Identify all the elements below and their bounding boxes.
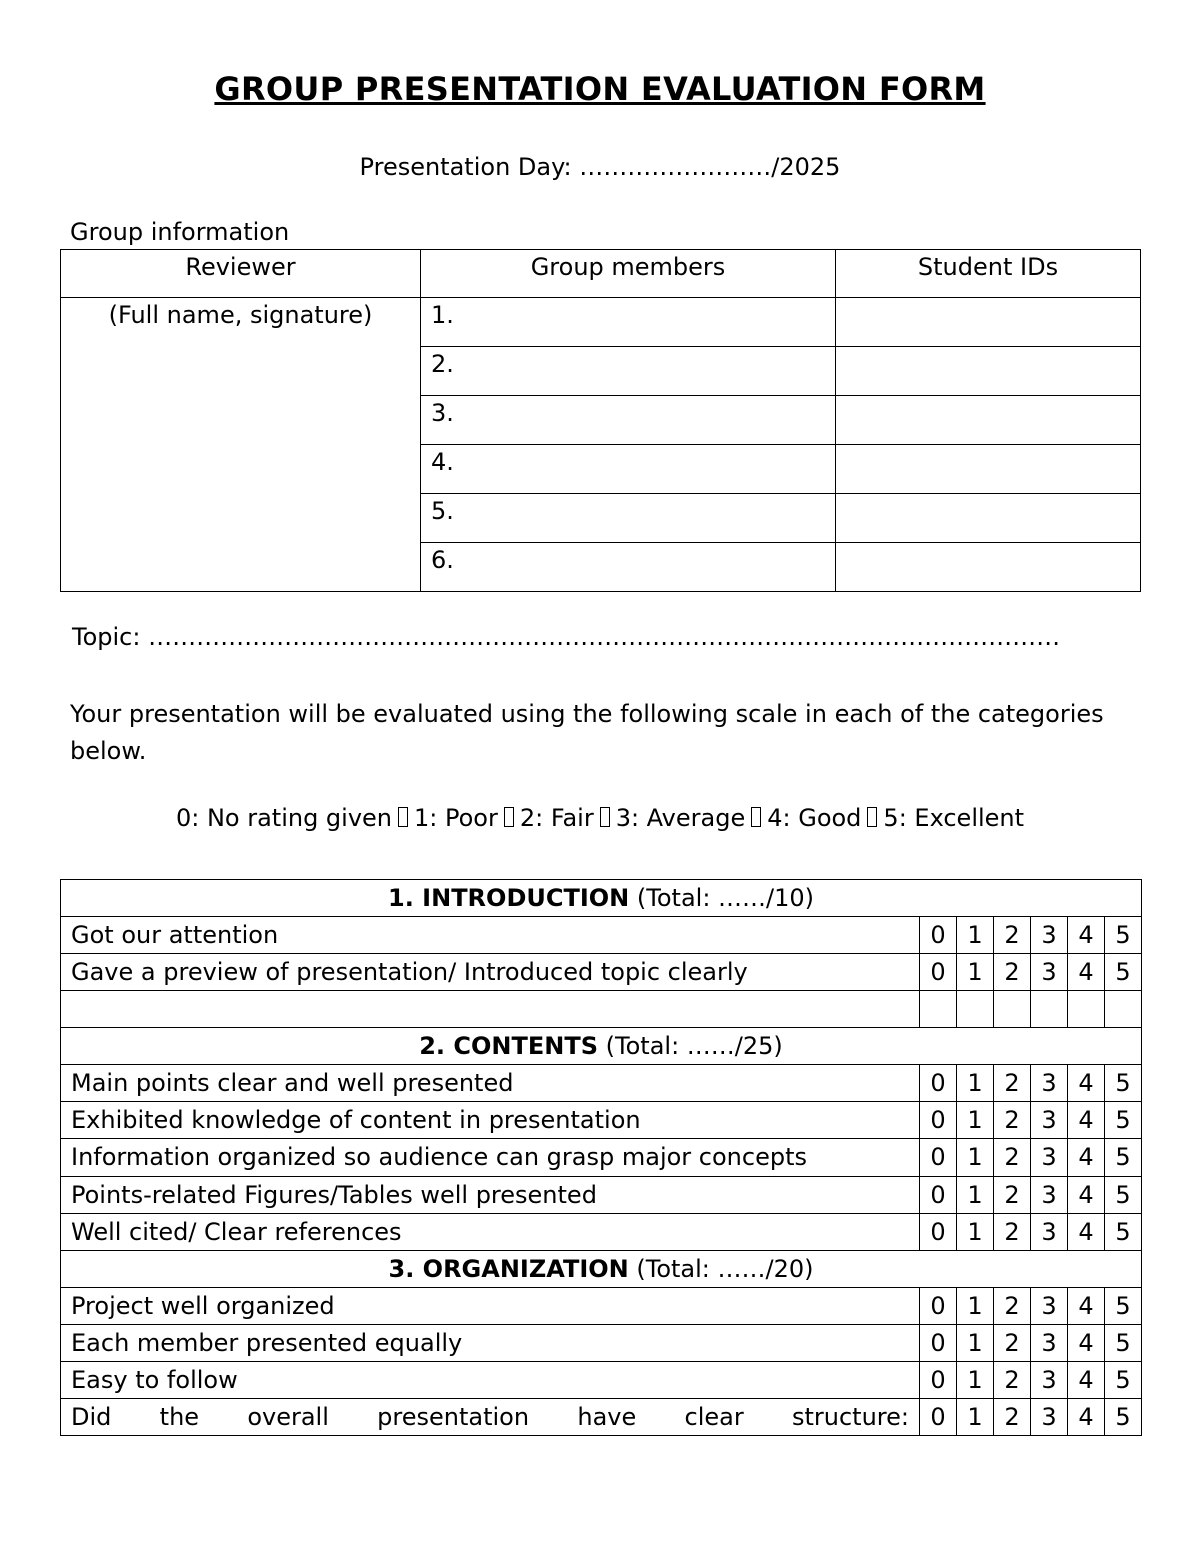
score-option-0[interactable]: 0 (920, 1362, 957, 1399)
score-option-1[interactable]: 1 (957, 1102, 994, 1139)
score-option-0[interactable]: 0 (920, 1177, 957, 1214)
score-option-4[interactable]: 4 (1068, 1325, 1105, 1362)
criterion-label: Project well organized (61, 1288, 920, 1325)
score-option-1[interactable]: 1 (957, 1177, 994, 1214)
rating-scale (0, 804, 1200, 832)
blank-cell (957, 991, 994, 1028)
score-option-2[interactable]: 2 (994, 1102, 1031, 1139)
score-option-5[interactable]: 5 (1105, 1065, 1142, 1102)
scale-item: 4: Good (767, 804, 862, 832)
criterion-label: Main points clear and well presented (61, 1065, 920, 1102)
score-option-5[interactable]: 5 (1105, 917, 1142, 954)
score-option-1[interactable]: 1 (957, 1399, 994, 1436)
score-option-0[interactable]: 0 (920, 1288, 957, 1325)
section-heading: 3. ORGANIZATION (388, 1255, 629, 1283)
score-option-2[interactable]: 2 (994, 1214, 1031, 1251)
evaluation-instruction: Your presentation will be evaluated using the following scale in each of the categories below. (70, 700, 1104, 765)
student-ids-header: Student IDs (836, 250, 1141, 298)
criterion-label: Each member presented equally (61, 1325, 920, 1362)
score-option-0[interactable]: 0 (920, 1214, 957, 1251)
criterion-label: Information organized so audience can grasp major concepts (61, 1139, 920, 1177)
score-option-4[interactable]: 4 (1068, 954, 1105, 991)
separator-box-icon (398, 807, 408, 827)
criterion-row (61, 1139, 1142, 1177)
score-option-5[interactable]: 5 (1105, 1139, 1142, 1177)
criterion-row (61, 1325, 1142, 1362)
score-option-2[interactable]: 2 (994, 1362, 1031, 1399)
section-total[interactable]: (Total: ……/10) (636, 884, 815, 912)
score-option-1[interactable]: 1 (957, 954, 994, 991)
student-id-cell[interactable] (836, 445, 1141, 494)
score-option-5[interactable]: 5 (1105, 1177, 1142, 1214)
score-option-4[interactable]: 4 (1068, 1177, 1105, 1214)
section-header (61, 1251, 1142, 1288)
score-option-3[interactable]: 3 (1031, 1177, 1068, 1214)
member-name-cell[interactable]: 3. (421, 396, 836, 445)
group-information-table (60, 249, 1141, 592)
blank-cell (920, 991, 957, 1028)
criterion-row (61, 1065, 1142, 1102)
blank-cell (1105, 991, 1142, 1028)
scale-item: 0: No rating given (175, 804, 393, 832)
score-option-3[interactable]: 3 (1031, 1139, 1068, 1177)
score-option-0[interactable]: 0 (920, 1065, 957, 1102)
member-name-cell[interactable]: 2. (421, 347, 836, 396)
score-option-0[interactable]: 0 (920, 1102, 957, 1139)
score-option-5[interactable]: 5 (1105, 1102, 1142, 1139)
criterion-label: Easy to follow (61, 1362, 920, 1399)
blank-cell (1068, 991, 1105, 1028)
student-id-cell[interactable] (836, 494, 1141, 543)
score-option-3[interactable]: 3 (1031, 1288, 1068, 1325)
score-option-5[interactable]: 5 (1105, 1214, 1142, 1251)
student-id-cell[interactable] (836, 347, 1141, 396)
criterion-label: Well cited/ Clear references (61, 1214, 920, 1251)
score-option-3[interactable]: 3 (1031, 1102, 1068, 1139)
blank-row (61, 991, 1142, 1028)
score-option-4[interactable]: 4 (1068, 1139, 1105, 1177)
member-name-cell[interactable]: 6. (421, 543, 836, 592)
scale-item: 2: Fair (519, 804, 594, 832)
student-id-cell[interactable] (836, 298, 1141, 347)
section-header (61, 880, 1142, 917)
separator-box-icon (600, 807, 610, 827)
presentation-day-field[interactable]: Presentation Day: ……………………/2025 (359, 153, 841, 181)
member-name-cell[interactable]: 5. (421, 494, 836, 543)
blank-cell (994, 991, 1031, 1028)
reviewer-header: Reviewer (61, 250, 421, 298)
score-option-0[interactable]: 0 (920, 1399, 957, 1436)
criterion-row (61, 1399, 1142, 1436)
group-members-header: Group members (421, 250, 836, 298)
criterion-row (61, 1102, 1142, 1139)
reviewer-cell[interactable] (61, 298, 421, 592)
score-option-2[interactable]: 2 (994, 917, 1031, 954)
score-option-1[interactable]: 1 (957, 1288, 994, 1325)
score-option-2[interactable]: 2 (994, 1325, 1031, 1362)
score-option-0[interactable]: 0 (920, 1325, 957, 1362)
score-option-2[interactable]: 2 (994, 1288, 1031, 1325)
score-option-5[interactable]: 5 (1105, 954, 1142, 991)
separator-box-icon (867, 807, 877, 827)
section-header (61, 1028, 1142, 1065)
score-option-5[interactable]: 5 (1105, 1288, 1142, 1325)
scale-item: 5: Excellent (883, 804, 1025, 832)
criterion-row (61, 1214, 1142, 1251)
score-option-3[interactable]: 3 (1031, 954, 1068, 991)
criterion-label: Did the overall presentation have clear structure: (61, 1399, 920, 1436)
score-option-1[interactable]: 1 (957, 1325, 994, 1362)
evaluation-table (60, 879, 1142, 1436)
score-option-1[interactable]: 1 (957, 1214, 994, 1251)
score-option-4[interactable]: 4 (1068, 1362, 1105, 1399)
criterion-row (61, 917, 1142, 954)
score-option-4[interactable]: 4 (1068, 1399, 1105, 1436)
criterion-row (61, 954, 1142, 991)
score-option-4[interactable]: 4 (1068, 1288, 1105, 1325)
score-option-2[interactable]: 2 (994, 1065, 1031, 1102)
score-option-3[interactable]: 3 (1031, 917, 1068, 954)
criterion-label: Got our attention (61, 917, 920, 954)
score-option-4[interactable]: 4 (1068, 917, 1105, 954)
score-option-5[interactable]: 5 (1105, 1362, 1142, 1399)
score-option-4[interactable]: 4 (1068, 1065, 1105, 1102)
score-option-0[interactable]: 0 (920, 917, 957, 954)
score-option-3[interactable]: 3 (1031, 1399, 1068, 1436)
scale-item: 3: Average (615, 804, 746, 832)
score-option-1[interactable]: 1 (957, 1362, 994, 1399)
score-option-5[interactable]: 5 (1105, 1399, 1142, 1436)
separator-box-icon (504, 807, 514, 827)
topic-field[interactable]: Topic: …………………………………………………………………………………………………… (72, 623, 1061, 651)
score-option-3[interactable]: 3 (1031, 1325, 1068, 1362)
score-option-0[interactable]: 0 (920, 1139, 957, 1177)
score-option-1[interactable]: 1 (957, 1065, 994, 1102)
member-name-cell[interactable]: 1. (421, 298, 836, 347)
score-option-3[interactable]: 3 (1031, 1065, 1068, 1102)
section-heading: 2. CONTENTS (419, 1032, 599, 1060)
blank-cell (1031, 991, 1068, 1028)
score-option-2[interactable]: 2 (994, 1399, 1031, 1436)
separator-box-icon (751, 807, 761, 827)
section-total[interactable]: (Total: ……/20) (636, 1255, 814, 1283)
member-name-cell[interactable]: 4. (421, 445, 836, 494)
criterion-label: Gave a preview of presentation/ Introduced topic clearly (61, 954, 920, 991)
score-option-2[interactable]: 2 (994, 1139, 1031, 1177)
score-option-1[interactable]: 1 (957, 917, 994, 954)
criterion-label: Exhibited knowledge of content in presentation (61, 1102, 920, 1139)
criterion-label: Points-related Figures/Tables well presented (61, 1177, 920, 1214)
criterion-row (61, 1177, 1142, 1214)
blank-cell (61, 991, 920, 1028)
student-id-cell[interactable] (836, 543, 1141, 592)
criterion-row (61, 1362, 1142, 1399)
student-id-cell[interactable] (836, 396, 1141, 445)
group-information-label: Group information (70, 218, 290, 246)
reviewer-note: (Full name, signature) (108, 301, 373, 329)
score-option-0[interactable]: 0 (920, 954, 957, 991)
section-total[interactable]: (Total: ……/25) (605, 1032, 783, 1060)
score-option-2[interactable]: 2 (994, 1177, 1031, 1214)
score-option-3[interactable]: 3 (1031, 1362, 1068, 1399)
section-heading: 1. INTRODUCTION (388, 884, 630, 912)
score-option-2[interactable]: 2 (994, 954, 1031, 991)
scale-item: 1: Poor (414, 804, 498, 832)
score-option-5[interactable]: 5 (1105, 1325, 1142, 1362)
criterion-row (61, 1288, 1142, 1325)
form-title: GROUP PRESENTATION EVALUATION FORM (214, 70, 986, 108)
score-option-4[interactable]: 4 (1068, 1214, 1105, 1251)
score-option-1[interactable]: 1 (957, 1139, 994, 1177)
score-option-3[interactable]: 3 (1031, 1214, 1068, 1251)
score-option-4[interactable]: 4 (1068, 1102, 1105, 1139)
